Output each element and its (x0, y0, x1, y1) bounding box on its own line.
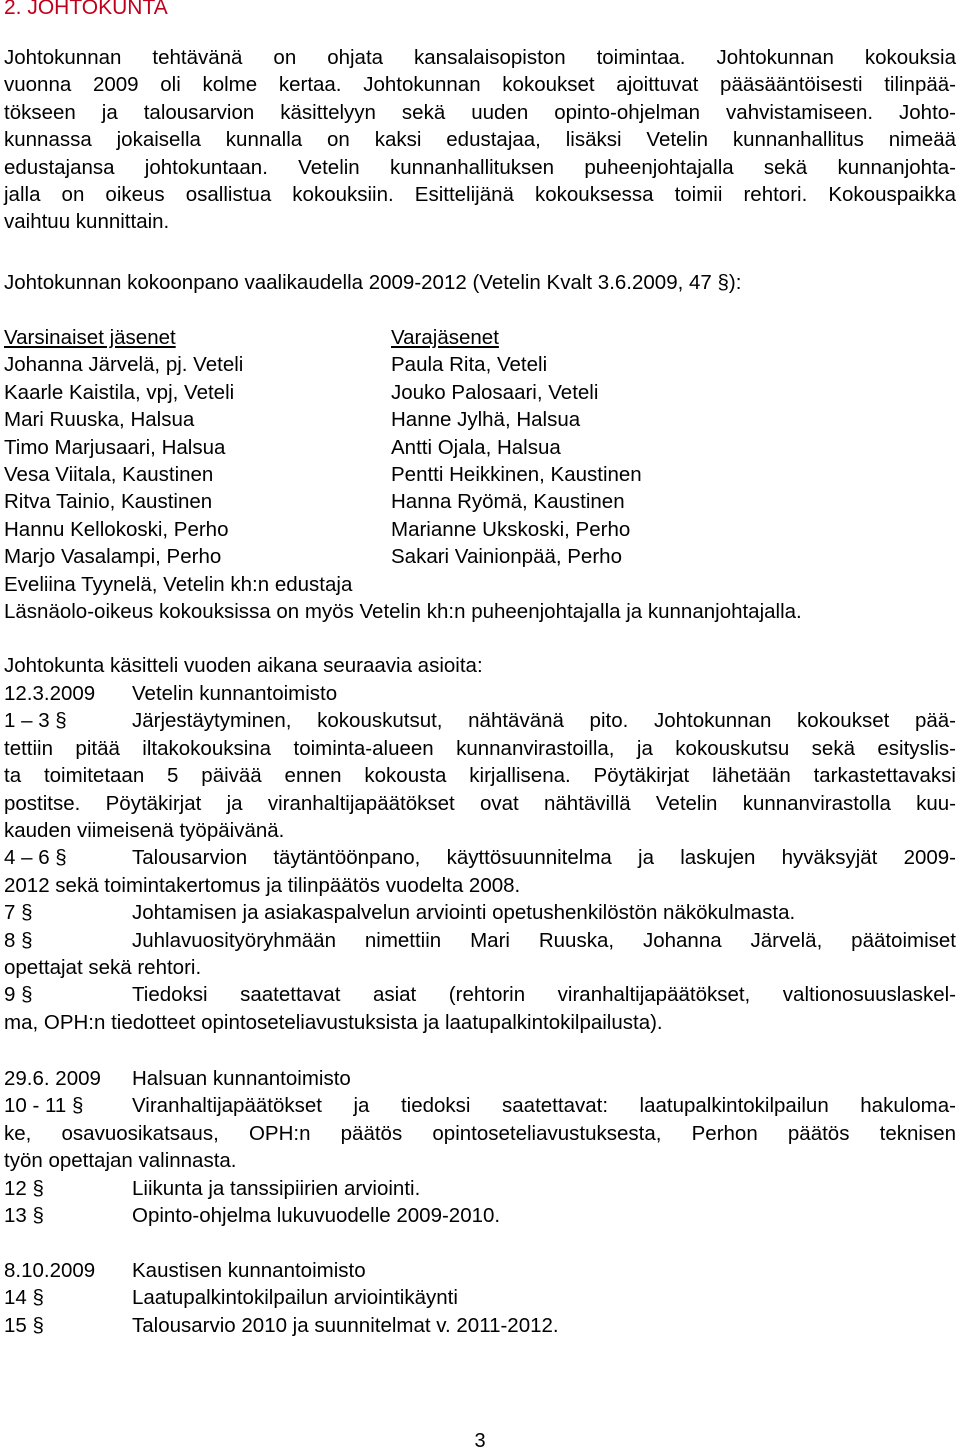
deputy-member: Hanne Jylhä, Halsua (391, 408, 581, 432)
agenda-item (4, 1312, 956, 1339)
deputy-member: Marianne Ukskoski, Perho (391, 517, 631, 541)
extra-member: Eveliina Tyynelä, Vetelin kh:n edustaja (4, 572, 353, 596)
attendance-note: Läsnäolo-oikeus kokouksissa on myös Vetelin kh:n puheenjohtajalla ja kunnanjohtajalla. (4, 599, 802, 623)
members-header-row (4, 324, 956, 351)
meeting-date: 29.6. 2009 (4, 1067, 101, 1090)
item-text: ke, osavuosikatsaus, OPH:n päätös opintoseteliavustuksesta, Perhon päätös teknisen (4, 1121, 956, 1145)
meeting-date: 12.3.2009 (4, 682, 96, 705)
item-number: 4 – 6 § (4, 846, 67, 870)
intro-paragraph (4, 44, 956, 236)
member-row (4, 434, 956, 461)
member-row (4, 516, 956, 543)
item-text: Järjestäytyminen, kokouskutsut, nähtävänä pito. Johtokunnan kokoukset pää- (132, 709, 956, 733)
item-text: ma, OPH:n tiedotteet opintoseteliavustuksista ja laatupalkintokilpailusta). (4, 1010, 663, 1034)
meeting-header (4, 1257, 956, 1284)
deputy-member: Antti Ojala, Halsua (391, 435, 561, 459)
item-continuation (4, 817, 956, 844)
agenda-item (4, 981, 956, 1008)
agenda-item (4, 1175, 956, 1202)
item-text: Johtamisen ja asiakaspalvelun arviointi opetushenkilöstön näkökulmasta. (132, 901, 796, 925)
member-row (4, 488, 956, 515)
section-heading: 2. JOHTOKUNTA (4, 0, 168, 19)
item-continuation (4, 1009, 956, 1036)
item-text: Talousarvion täytäntöönpano, käyttösuunnitelma ja laskujen hyväksyjät 2009- (132, 846, 956, 870)
item-text: Tiedoksi saatettavat asiat (rehtorin viranhaltijapäätökset, valtionosuuslaskel- (132, 983, 956, 1007)
extra-member-row (4, 571, 956, 598)
agenda-item (4, 899, 956, 926)
deputy-member: Paula Rita, Veteli (391, 353, 548, 377)
regular-member: Hannu Kellokoski, Perho (4, 517, 229, 541)
item-number: 9 § (4, 983, 33, 1007)
member-row (4, 543, 956, 570)
attendance-row (4, 598, 956, 625)
item-text: Juhlavuosityöryhmään nimettiin Mari Ruuska, Johanna Järvelä, päätoimiset (132, 928, 956, 952)
item-number: 13 § (4, 1203, 44, 1227)
item-text: postitse. Pöytäkirjat ja viranhaltijapäätökset ovat nähtävillä Vetelin kunnanvirastolla kuu- (4, 791, 956, 815)
intro-line: vuonna 2009 oli kolme kertaa. Johtokunnan kokoukset ajoittuvat pääsääntöisesti tilinpää- (4, 73, 956, 97)
item-continuation (4, 954, 956, 981)
meeting-date: 8.10.2009 (4, 1259, 96, 1282)
item-text: Laatupalkintokilpailun arviointikäynti (132, 1286, 458, 1310)
agenda-item (4, 1284, 956, 1311)
intro-line: vaihtuu kunnittain. (4, 210, 170, 234)
deputy-members-header: Varajäsenet (391, 326, 499, 349)
member-row (4, 351, 956, 378)
page-number: 3 (474, 1430, 486, 1452)
meeting-place: Vetelin kunnantoimisto (132, 682, 338, 705)
members-list (4, 324, 956, 625)
intro-line: edustajansa johtokuntaan. Vetelin kunnanhallituksen puheenjohtajalla sekä kunnanjohta- (4, 155, 956, 179)
item-text: Talousarvio 2010 ja suunnitelmat v. 2011-2012. (132, 1313, 559, 1337)
item-text: tettiin pitää iltakokouksina toiminta-alueen kunnanvirastoilla, ja kokouskutsu sekä esityslis- (4, 736, 956, 760)
item-number: 12 § (4, 1176, 44, 1200)
regular-member: Marjo Vasalampi, Perho (4, 545, 222, 569)
meeting-place: Halsuan kunnantoimisto (132, 1067, 351, 1090)
matters-intro: Johtokunta käsitteli vuoden aikana seuraavia asioita: (4, 654, 483, 677)
item-continuation (4, 790, 956, 817)
item-continuation (4, 735, 956, 762)
composition-line: Johtokunnan kokoonpano vaalikaudella 2009-2012 (Vetelin Kvalt 3.6.2009, 47 §): (4, 271, 742, 294)
meeting-place: Kaustisen kunnantoimisto (132, 1259, 366, 1282)
item-continuation (4, 1120, 956, 1147)
item-text: opettajat sekä rehtori. (4, 955, 202, 979)
item-text: kauden viimeisenä työpäivänä. (4, 818, 285, 842)
regular-member: Johanna Järvelä, pj. Veteli (4, 353, 244, 377)
deputy-member: Sakari Vainionpää, Perho (391, 545, 622, 569)
item-text: Liikunta ja tanssipiirien arviointi. (132, 1176, 421, 1200)
regular-member: Kaarle Kaistila, vpj, Veteli (4, 380, 235, 404)
item-number: 7 § (4, 901, 33, 925)
deputy-member: Jouko Palosaari, Veteli (391, 380, 599, 404)
intro-line: jalla on oikeus osallistua kokouksiin. Esittelijänä kokouksessa toimii rehtori. Kokouspaikka (4, 182, 956, 206)
regular-members-header: Varsinaiset jäsenet (4, 326, 176, 349)
item-number: 8 § (4, 928, 33, 952)
item-text: työn opettajan valinnasta. (4, 1149, 237, 1173)
meeting-section (4, 1257, 956, 1339)
agenda-item (4, 707, 956, 734)
item-number: 14 § (4, 1286, 44, 1310)
item-continuation (4, 762, 956, 789)
item-number: 10 - 11 § (4, 1094, 84, 1118)
item-text: 2012 sekä toimintakertomus ja tilinpäätös vuodelta 2008. (4, 873, 521, 897)
member-row (4, 461, 956, 488)
member-row (4, 379, 956, 406)
intro-line: tökseen ja talousarvion käsittelyyn sekä uuden opinto-ohjelman vahvistamiseen. Johto- (4, 100, 956, 124)
item-text: Opinto-ohjelma lukuvuodelle 2009-2010. (132, 1203, 501, 1227)
item-number: 15 § (4, 1313, 44, 1337)
item-continuation (4, 1147, 956, 1174)
meeting-section (4, 1065, 956, 1229)
item-text: Viranhaltijapäätökset ja tiedoksi saatettavat: laatupalkintokilpailun hakuloma- (132, 1094, 956, 1118)
item-text: ta toimitetaan 5 päivää ennen kokousta kirjallisena. Pöytäkirjat lähetään tarkastettavaksi (4, 764, 956, 788)
member-row (4, 406, 956, 433)
intro-line: Johtokunnan tehtävänä on ohjata kansalaisopiston toimintaa. Johtokunnan kokouksia (4, 46, 956, 69)
item-continuation (4, 872, 956, 899)
regular-member: Ritva Tainio, Kaustinen (4, 490, 213, 514)
agenda-item (4, 844, 956, 871)
agenda-item (4, 1202, 956, 1229)
item-number: 1 – 3 § (4, 709, 67, 733)
regular-member: Vesa Viitala, Kaustinen (4, 462, 214, 486)
agenda-item (4, 927, 956, 954)
intro-line: kunnassa jokaisella kunnalla on kaksi edustajaa, lisäksi Vetelin kunnanhallitus nimeää (4, 128, 956, 152)
deputy-member: Pentti Heikkinen, Kaustinen (391, 462, 642, 486)
agenda-item (4, 1092, 956, 1119)
meeting-section (4, 680, 956, 1036)
deputy-member: Hanna Ryömä, Kaustinen (391, 490, 625, 514)
meeting-header (4, 1065, 956, 1092)
meeting-header (4, 680, 956, 707)
regular-member: Mari Ruuska, Halsua (4, 408, 195, 432)
regular-member: Timo Marjusaari, Halsua (4, 435, 226, 459)
